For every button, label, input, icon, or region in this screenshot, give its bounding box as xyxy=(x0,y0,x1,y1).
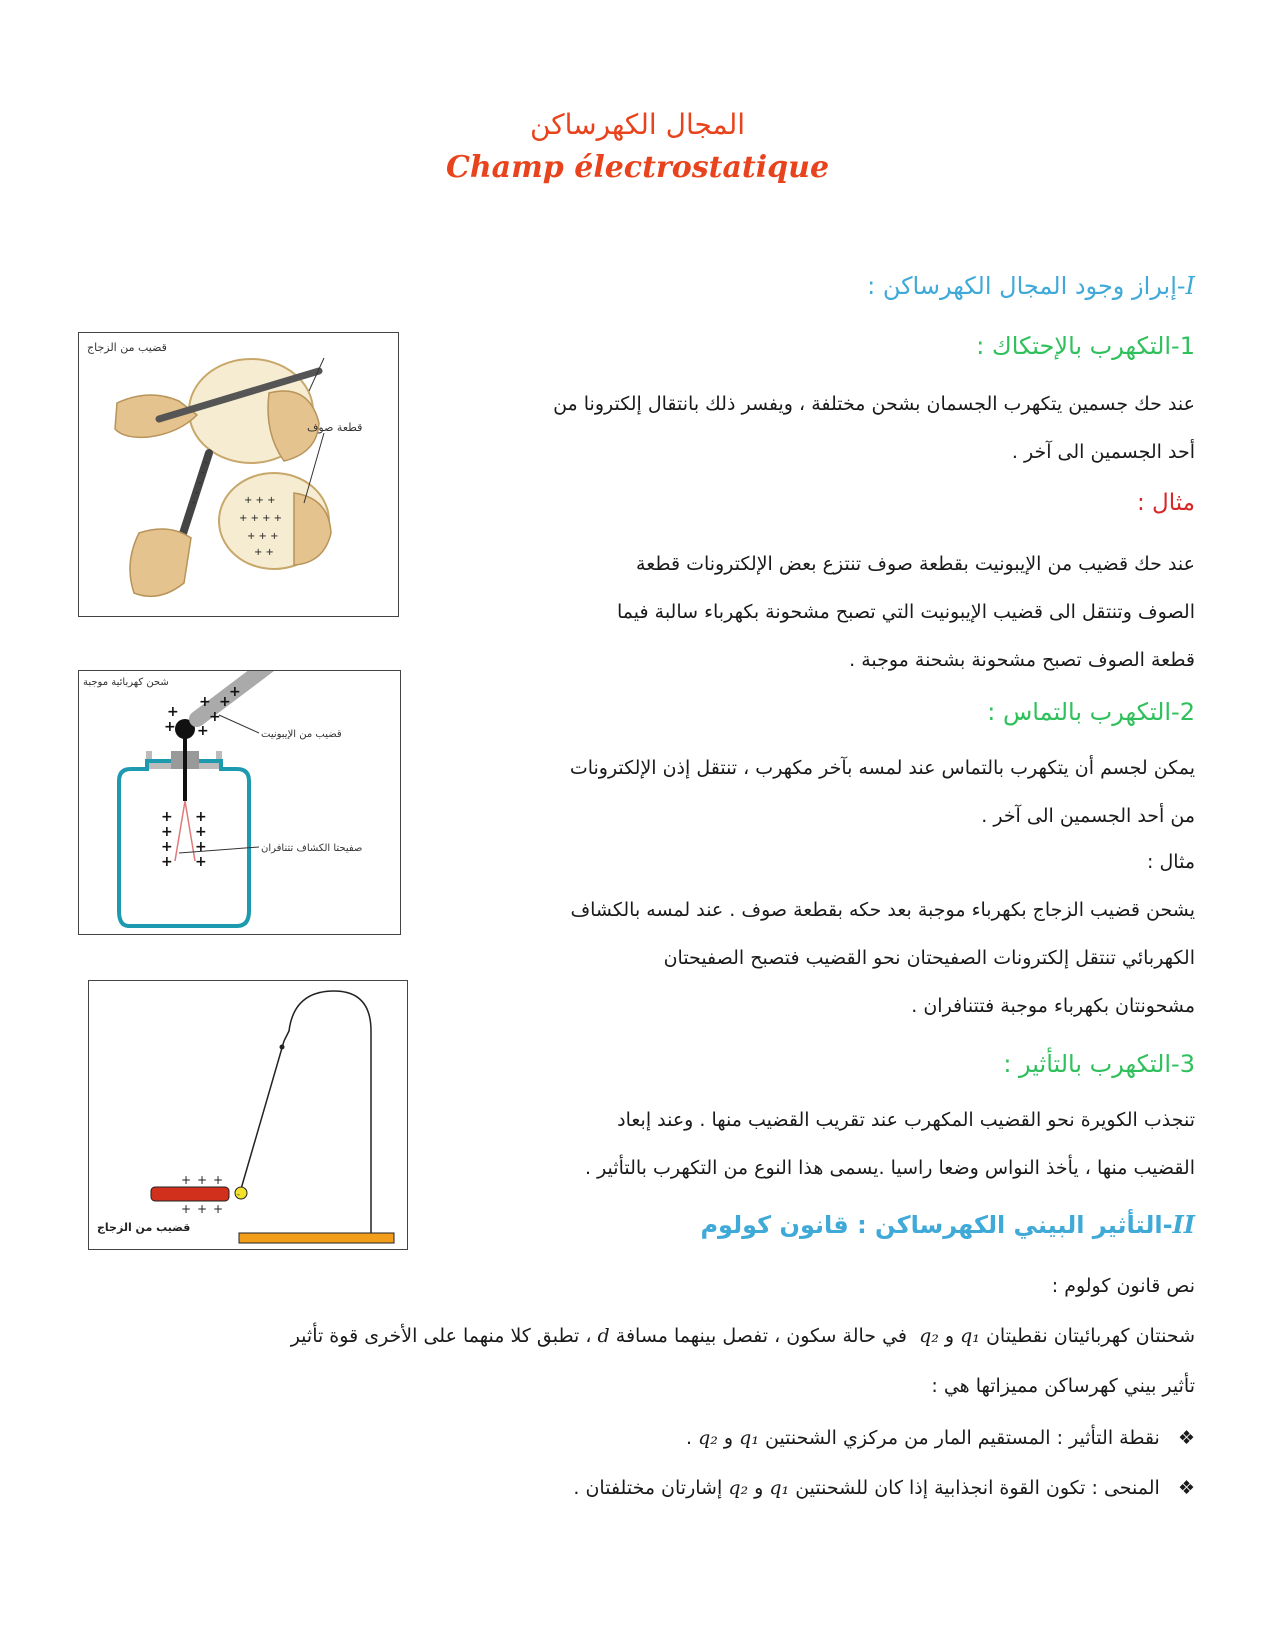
pendulum-support xyxy=(284,991,371,1233)
svg-text:+: + xyxy=(195,809,207,825)
hand-bottom-left xyxy=(130,529,191,596)
friction-text xyxy=(415,380,1195,476)
svg-text:+ + +: + + + xyxy=(244,495,276,506)
contact-ex-line2: الكهربائي تنتقل إلكترونات الصفيحتان نحو القضيب فتصبح الصفيحتان xyxy=(663,947,1195,969)
svg-text:+: + xyxy=(197,1202,208,1216)
svg-text:+: + xyxy=(199,694,211,710)
friction-ex-line2: الصوف وتنتقل الى قضيب الإيبونيت التي تصبح مشحونة بكهرباء سالبة فيما xyxy=(617,601,1195,623)
bullet2-q2: q₂ xyxy=(728,1477,749,1499)
contact-example-text xyxy=(435,886,1195,1030)
svg-text:+: + xyxy=(161,839,173,855)
law-text-c: ، تطبق كلا منهما على الأخرى قوة تأثير xyxy=(290,1325,592,1347)
svg-text:+: + xyxy=(161,809,173,825)
bullet2-text-b: إشارتان مختلفتان . xyxy=(573,1477,723,1499)
svg-text:-: - xyxy=(198,478,202,488)
svg-text:-: - xyxy=(204,458,208,468)
contact-text xyxy=(435,744,1195,840)
induction-text xyxy=(435,1096,1195,1192)
svg-text:+ + + +: + + + + xyxy=(239,513,283,524)
diamond-bullet-icon: ❖ xyxy=(1177,1427,1195,1449)
friction-example-label: مثال : xyxy=(1136,490,1195,516)
q1-symbol: q₁ xyxy=(960,1325,980,1347)
label-ebonite-rod: قضيب من الإيبونيت xyxy=(261,729,342,740)
label-positive-charges: شحن كهربائية موجبة xyxy=(83,677,169,688)
friction-heading: 1-التكهرب بالإحتكاك : xyxy=(976,332,1195,360)
electroscope-illustration xyxy=(79,671,400,934)
friction-line1: عند حك جسمين يتكهرب الجسمان بشحن مختلفة ، ويفسر ذلك بانتقال إلكترونا من xyxy=(553,393,1195,415)
contact-heading: 2-التكهرب بالتماس : xyxy=(987,698,1195,726)
friction-illustration xyxy=(79,333,398,616)
bullet1-q1: q₁ xyxy=(739,1427,759,1449)
page-title-arabic: المجال الكهرساكن xyxy=(529,108,746,141)
contact-ex-line1: يشحن قضيب الزجاج بكهرباء موجبة بعد حكه بقطعة صوف . عند لمسه بالكشاف xyxy=(570,899,1195,921)
page-title-french: Champ électrostatique xyxy=(445,150,830,185)
section1-number: I xyxy=(1185,272,1195,300)
contact-line1: يمكن لجسم أن يتكهرب بالتماس عند لمسه بآخر مكهرب ، تنتقل إذن الإلكترونات xyxy=(569,757,1195,779)
bullet-application-point xyxy=(686,1414,1195,1462)
coulomb-law-line1 xyxy=(75,1312,1195,1360)
svg-text:+: + xyxy=(195,854,207,870)
pendulum-thread xyxy=(241,1041,284,1189)
svg-text:+: + xyxy=(181,1202,192,1216)
svg-text:+: + xyxy=(164,719,176,735)
bullet2-text: المنحى : تكون القوة انجذابية إذا كان للشحنتين xyxy=(795,1477,1160,1499)
section2-title: -التأثير البيني الكهرساكن : قانون كولوم xyxy=(700,1211,1173,1239)
law-text-b: في حالة سكون ، تفصل بينهما مسافة xyxy=(615,1325,907,1347)
bullet1-end: . xyxy=(686,1427,693,1449)
glass-rod-induction xyxy=(151,1187,229,1201)
figure-pendulum xyxy=(88,980,408,1250)
section1-title: -إبراز وجود المجال الكهرساكن : xyxy=(867,272,1186,300)
friction-example-text xyxy=(475,540,1195,684)
friction-ex-line3: قطعة الصوف تصبح مشحونة بشحنة موجبة . xyxy=(849,649,1195,671)
contact-example-label: مثال : xyxy=(1147,851,1195,873)
contact-ex-line3: مشحونتان بكهرباء موجبة فتتنافران . xyxy=(911,995,1195,1017)
d-symbol: d xyxy=(597,1325,610,1347)
label-wool: قطعة صوف xyxy=(307,421,363,434)
coulomb-law-label: نص قانون كولوم : xyxy=(1051,1275,1195,1297)
label-glass-rod: قضيب من الزجاج xyxy=(87,341,167,354)
label-arrow-rod xyxy=(219,715,259,733)
bullet2-q1: q₁ xyxy=(769,1477,790,1499)
induction-line1: تنجذب الكويرة نحو القضيب المكهرب عند تقريب القضيب منها . وعند إبعاد xyxy=(617,1109,1195,1131)
svg-text:+: + xyxy=(195,824,207,840)
bullet2-and: و xyxy=(754,1477,764,1499)
friction-line2: أحد الجسمين الى آخر . xyxy=(1011,441,1195,463)
and-word: و xyxy=(944,1325,955,1347)
bullet-direction xyxy=(573,1464,1195,1512)
svg-text:+: + xyxy=(229,684,241,700)
svg-text:-: - xyxy=(201,468,205,478)
bullet1-q2: q₂ xyxy=(698,1427,718,1449)
friction-ex-line1: عند حك قضيب من الإيبونيت بقطعة صوف تنتزع بعض الإلكترونات قطعة xyxy=(636,553,1195,575)
pendulum-illustration xyxy=(89,981,407,1249)
diamond-bullet-icon: ❖ xyxy=(1177,1477,1195,1499)
svg-text:+: + xyxy=(219,694,231,710)
svg-text:+: + xyxy=(209,709,221,725)
svg-text:+ +: + + xyxy=(254,547,274,558)
svg-text:-: - xyxy=(192,498,196,508)
svg-text:-: - xyxy=(195,488,199,498)
rod-charges xyxy=(192,458,207,508)
induction-line2: القضيب منها ، يأخذ النواس وضعا راسيا .يسمى هذا النوع من التكهرب بالتأثير . xyxy=(584,1157,1195,1179)
svg-text:+ + +: + + + xyxy=(247,531,279,542)
svg-text:+: + xyxy=(195,839,207,855)
bullet1-and: و xyxy=(723,1427,734,1449)
figure-friction xyxy=(78,332,399,617)
contact-line2: من أحد الجسمين الى آخر . xyxy=(981,805,1195,827)
svg-text:+: + xyxy=(167,704,179,720)
section2-heading xyxy=(700,1210,1195,1239)
coulomb-law-line2: تأثير بيني كهرساكن مميزاتها هي : xyxy=(931,1375,1195,1397)
svg-text:+: + xyxy=(161,854,173,870)
label-glass-rod-induction: قضيب من الزجاج xyxy=(97,1221,191,1234)
section1-heading xyxy=(867,272,1195,300)
svg-text:+: + xyxy=(197,1173,208,1187)
figure-electroscope xyxy=(78,670,401,935)
section2-number: II xyxy=(1172,1210,1195,1239)
law-text-a: شحنتان كهربائيتان نقطيتان xyxy=(985,1325,1195,1347)
hand-top xyxy=(115,395,197,437)
bullet1-text: نقطة التأثير : المستقيم المار من مركزي الشحنتين xyxy=(764,1427,1160,1449)
thread-knot xyxy=(280,1045,285,1050)
svg-text:+: + xyxy=(213,1173,224,1187)
svg-text:+: + xyxy=(197,723,209,739)
induction-heading: 3-التكهرب بالتأثير : xyxy=(1003,1050,1195,1078)
svg-text:+: + xyxy=(213,1202,224,1216)
svg-text:+: + xyxy=(161,824,173,840)
pendulum-base xyxy=(239,1233,394,1243)
q2-symbol: q₂ xyxy=(919,1325,939,1347)
svg-text:+: + xyxy=(181,1173,192,1187)
label-leaves: صفيحتا الكشاف تتنافران xyxy=(261,843,363,854)
ball-minus: - xyxy=(237,1190,240,1199)
